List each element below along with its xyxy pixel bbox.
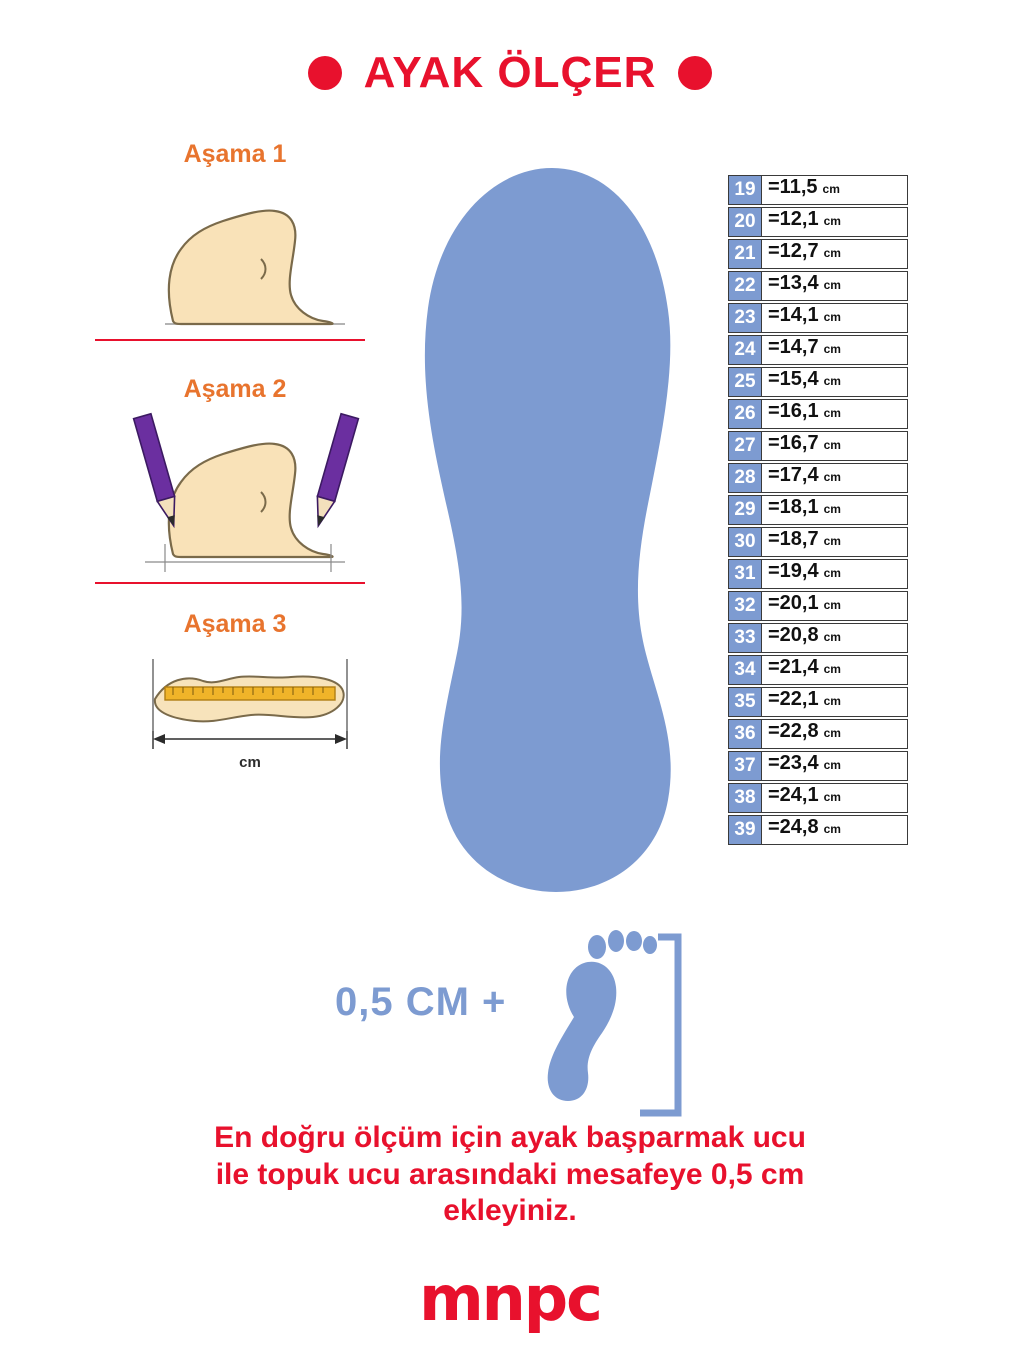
stage-1-label: Aşama 1 xyxy=(183,140,287,168)
size-length-value: =12,1 xyxy=(768,208,819,230)
page-title-row xyxy=(0,48,1020,98)
size-length-value: =22,8 xyxy=(768,720,819,742)
stage-1-illustration xyxy=(95,169,375,339)
size-number: 35 xyxy=(728,687,762,717)
size-length-value: =18,7 xyxy=(768,528,819,550)
size-number: 22 xyxy=(728,271,762,301)
size-number: 26 xyxy=(728,399,762,429)
size-number: 38 xyxy=(728,783,762,813)
size-length xyxy=(762,815,908,845)
size-number: 21 xyxy=(728,239,762,269)
size-length xyxy=(762,207,908,237)
size-unit: cm xyxy=(823,438,841,452)
size-length xyxy=(762,687,908,717)
table-row xyxy=(728,175,908,205)
note-line-1: En doğru ölçüm için ayak başparmak ucu xyxy=(214,1121,806,1154)
note-line-3: ekleyiniz. xyxy=(443,1194,577,1228)
size-number: 27 xyxy=(728,431,762,461)
size-length-value: =22,1 xyxy=(768,688,819,710)
size-unit: cm xyxy=(822,182,840,196)
size-number: 25 xyxy=(728,367,762,397)
stage-3-illustration xyxy=(95,639,375,799)
table-row xyxy=(728,623,908,653)
size-length xyxy=(762,271,908,301)
addition-row xyxy=(330,925,730,1125)
size-length xyxy=(762,367,908,397)
size-unit: cm xyxy=(823,246,841,260)
size-unit: cm xyxy=(823,310,841,324)
size-length-value: =24,1 xyxy=(768,784,819,806)
size-unit: cm xyxy=(823,598,841,612)
size-length-value: =24,8 xyxy=(768,816,819,838)
size-number: 32 xyxy=(728,591,762,621)
size-length-value: =15,4 xyxy=(768,368,819,390)
table-row xyxy=(728,687,908,717)
size-unit: cm xyxy=(823,342,841,356)
table-row xyxy=(728,559,908,589)
foot-side-view-icon xyxy=(95,169,375,339)
size-unit: cm xyxy=(823,790,841,804)
table-row xyxy=(728,495,908,525)
size-number: 39 xyxy=(728,815,762,845)
measurement-note xyxy=(60,1120,960,1230)
size-number: 28 xyxy=(728,463,762,493)
page-title: AYAK ÖLÇER xyxy=(363,48,657,97)
table-row xyxy=(728,303,908,333)
size-length-value: =20,8 xyxy=(768,624,819,646)
size-length xyxy=(762,335,908,365)
size-number: 31 xyxy=(728,559,762,589)
size-length xyxy=(762,527,908,557)
red-dot-right-icon xyxy=(678,56,712,90)
size-length-value: =20,1 xyxy=(768,592,819,614)
size-unit: cm xyxy=(823,374,841,388)
size-number: 30 xyxy=(728,527,762,557)
table-row xyxy=(728,815,908,845)
size-length-value: =14,1 xyxy=(768,304,819,326)
size-length xyxy=(762,751,908,781)
size-unit: cm xyxy=(823,726,841,740)
size-length-value: =11,5 xyxy=(768,176,818,198)
size-number: 19 xyxy=(728,175,762,205)
table-row xyxy=(728,463,908,493)
size-length-value: =12,7 xyxy=(768,240,819,262)
insole-illustration xyxy=(400,160,700,905)
size-length xyxy=(762,719,908,749)
addition-text: 0,5 CM + xyxy=(335,980,507,1024)
stage-divider-1 xyxy=(95,339,365,341)
foot-with-tape-measure-icon xyxy=(95,639,375,799)
size-length-value: =17,4 xyxy=(768,464,819,486)
size-length xyxy=(762,431,908,461)
stage-3-axis-label: cm xyxy=(239,754,261,771)
size-unit: cm xyxy=(823,406,841,420)
size-length xyxy=(762,783,908,813)
table-row xyxy=(728,207,908,237)
table-row xyxy=(728,335,908,365)
size-table xyxy=(728,175,908,847)
stage-2-label: Aşama 2 xyxy=(183,375,287,403)
size-length xyxy=(762,303,908,333)
size-number: 29 xyxy=(728,495,762,525)
footprint-icon xyxy=(540,925,690,1125)
table-row xyxy=(728,783,908,813)
red-dot-left-icon xyxy=(308,56,342,90)
size-length xyxy=(762,655,908,685)
size-number: 34 xyxy=(728,655,762,685)
size-unit: cm xyxy=(823,630,841,644)
size-length-value: =21,4 xyxy=(768,656,819,678)
size-unit: cm xyxy=(823,470,841,484)
size-number: 23 xyxy=(728,303,762,333)
table-row xyxy=(728,399,908,429)
table-row xyxy=(728,367,908,397)
foot-with-pencils-icon xyxy=(95,404,375,579)
table-row xyxy=(728,527,908,557)
size-unit: cm xyxy=(823,566,841,580)
size-length xyxy=(762,399,908,429)
size-number: 33 xyxy=(728,623,762,653)
size-unit: cm xyxy=(823,534,841,548)
shoe-insole-shape xyxy=(400,160,700,900)
size-length xyxy=(762,463,908,493)
stage-divider-2 xyxy=(95,582,365,584)
size-length-value: =16,7 xyxy=(768,432,819,454)
table-row xyxy=(728,655,908,685)
size-length-value: =14,7 xyxy=(768,336,819,358)
note-line-2: ile topuk ucu arasındaki mesafeye 0,5 cm xyxy=(215,1157,805,1191)
size-number: 37 xyxy=(728,751,762,781)
size-length-value: =16,1 xyxy=(768,400,819,422)
size-number: 24 xyxy=(728,335,762,365)
stages-column xyxy=(95,140,375,799)
table-row xyxy=(728,719,908,749)
size-unit: cm xyxy=(823,662,841,676)
size-length-value: =13,4 xyxy=(768,272,819,294)
table-row xyxy=(728,591,908,621)
size-number: 36 xyxy=(728,719,762,749)
stage-3-label: Aşama 3 xyxy=(183,610,287,638)
size-unit: cm xyxy=(823,758,841,772)
size-unit: cm xyxy=(823,502,841,516)
size-length xyxy=(762,559,908,589)
size-length xyxy=(762,239,908,269)
table-row xyxy=(728,431,908,461)
size-length xyxy=(762,623,908,653)
table-row xyxy=(728,271,908,301)
size-unit: cm xyxy=(823,822,841,836)
brand-logo: mnpc xyxy=(419,1262,601,1335)
size-length xyxy=(762,495,908,525)
size-length xyxy=(762,175,908,205)
size-unit: cm xyxy=(823,694,841,708)
size-unit: cm xyxy=(823,214,841,228)
size-length-value: =19,4 xyxy=(768,560,819,582)
stage-2-illustration xyxy=(95,404,375,574)
size-number: 20 xyxy=(728,207,762,237)
size-length-value: =23,4 xyxy=(768,752,819,774)
size-length-value: =18,1 xyxy=(768,496,819,518)
table-row xyxy=(728,239,908,269)
size-unit: cm xyxy=(823,278,841,292)
table-row xyxy=(728,751,908,781)
size-length xyxy=(762,591,908,621)
